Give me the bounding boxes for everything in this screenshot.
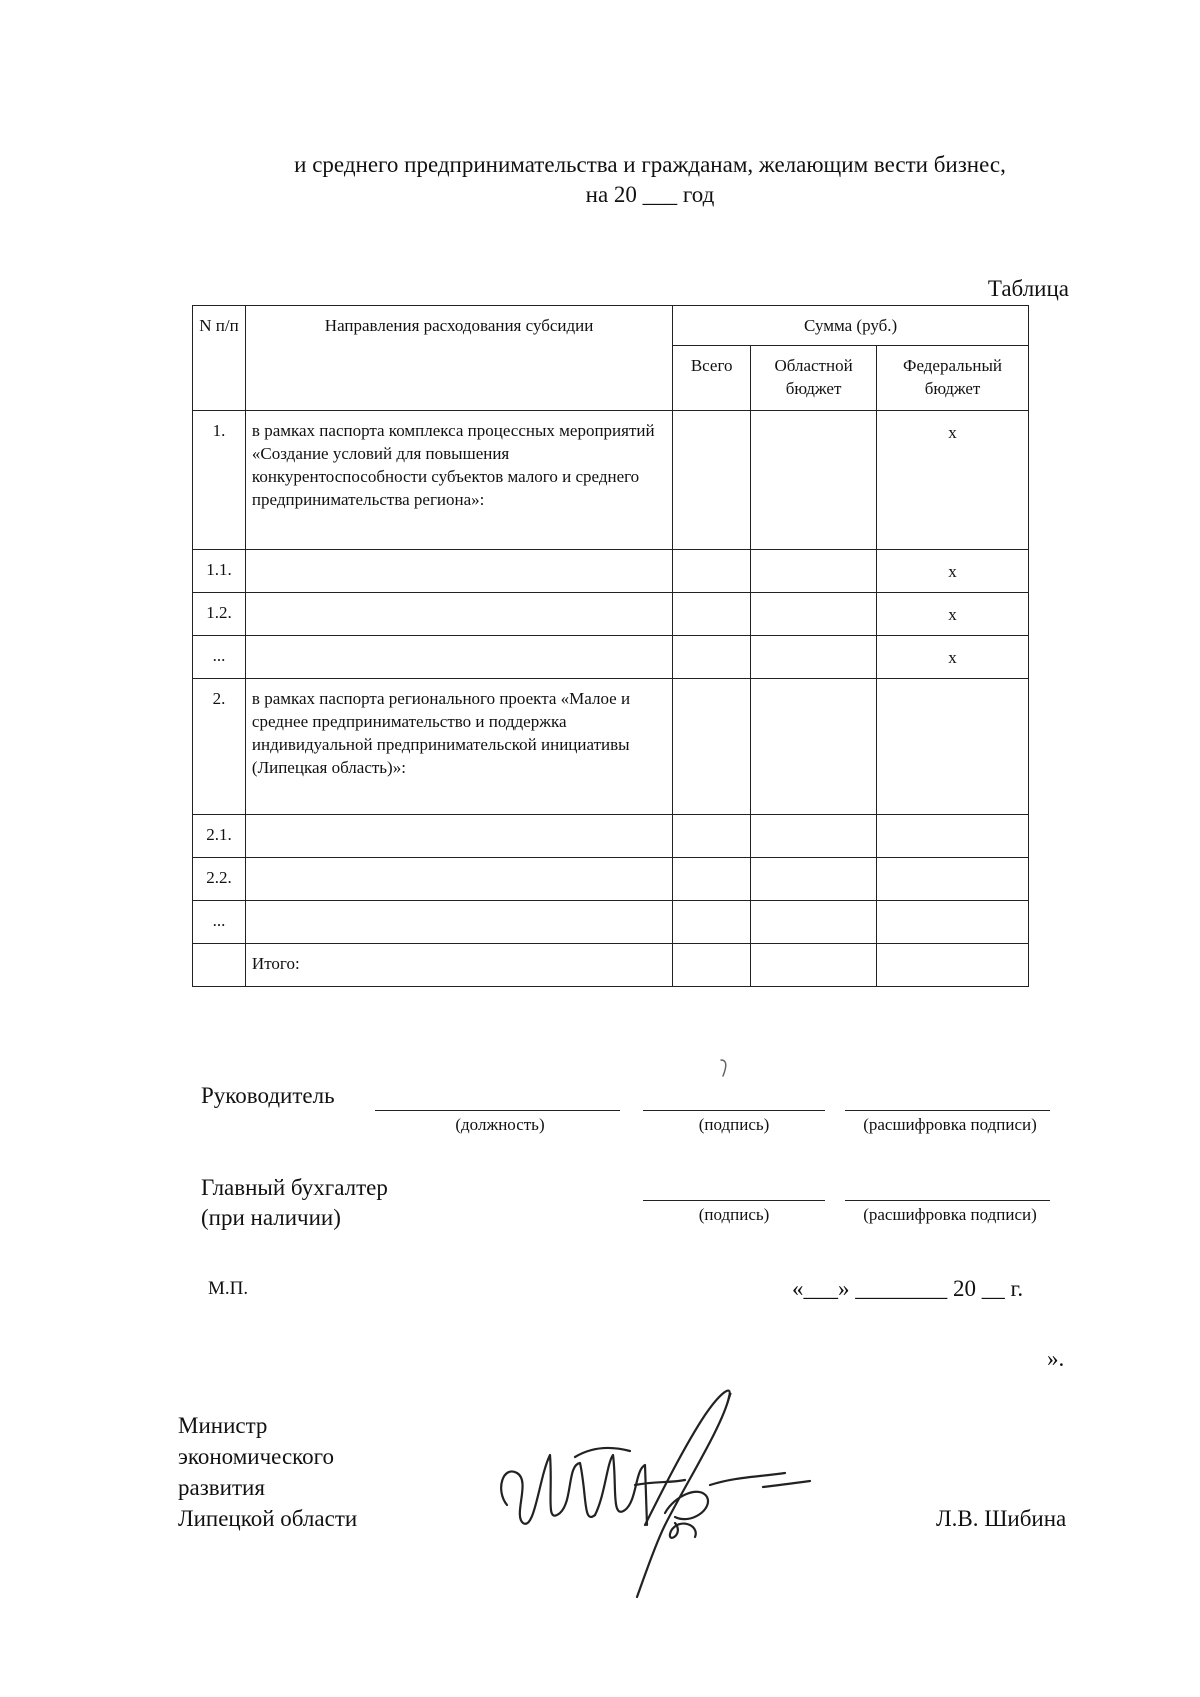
row-total [673,679,751,815]
header-regional-budget: Областной бюджет [751,346,877,411]
document-heading-line-1: и среднего предпринимательства и гражданам, желающим вести бизнес, [294,152,1006,177]
row-federal: х [877,636,1029,679]
row-total [673,550,751,593]
table-row [193,636,1029,679]
table-row [193,815,1029,858]
header-direction: Направления расходования субсидии [245,306,672,411]
accountant-signature-line [643,1200,825,1201]
position-line [375,1110,620,1111]
position-caption: (должность) [455,1115,545,1134]
row-num [193,944,246,987]
closing-quote: ». [1047,1346,1065,1371]
minister-title-line-3: развития [178,1475,265,1500]
row-regional [751,679,877,815]
table-row [193,679,1029,815]
row-regional [751,815,877,858]
row-num: ... [193,901,246,944]
table-row [193,593,1029,636]
row-direction [245,815,672,858]
date-line: «___» ________ 20 __ г. [792,1276,1024,1301]
row-federal: х [877,550,1029,593]
row-total [673,593,751,636]
table-row [193,550,1029,593]
minister-title-line-2: экономического [178,1444,335,1469]
row-total [673,636,751,679]
handwritten-signature [495,1385,825,1620]
stamp-label: М.П. [208,1278,249,1299]
accountant-decode-caption: (расшифровка подписи) [863,1205,1037,1224]
row-num: 1.2. [193,593,246,636]
row-direction [245,593,672,636]
decode-line [845,1110,1050,1111]
header-num: N п/п [193,306,246,411]
signature-line [643,1110,825,1111]
table-label: Таблица [987,276,1069,301]
row-regional [751,944,877,987]
row-regional [751,593,877,636]
row-regional [751,636,877,679]
minister-title [178,1410,357,1534]
row-direction [245,901,672,944]
row-direction: в рамках паспорта регионального проекта «Малое и среднее предпринимательство и поддержка индивидуальной предпринимательской инициативы (Липецкая область)»: [245,679,672,815]
document-heading-line-2: на 20 ___ год [585,182,715,207]
row-direction: Итого: [245,944,672,987]
row-num: 2. [193,679,246,815]
stray-mark [718,1057,732,1079]
accountant-signature-caption: (подпись) [698,1205,770,1224]
table-row-total [193,944,1029,987]
row-federal [877,815,1029,858]
row-federal: х [877,411,1029,550]
table-row [193,411,1029,550]
subsidy-table [192,305,1029,987]
row-federal [877,944,1029,987]
table-row [193,858,1029,901]
row-num: 2.1. [193,815,246,858]
accountant-decode-line [845,1200,1050,1201]
signature-caption: (подпись) [698,1115,770,1134]
minister-title-line-1: Министр [178,1413,268,1438]
row-num: 2.2. [193,858,246,901]
row-regional [751,411,877,550]
minister-name: Л.В. Шибина [936,1506,1067,1531]
header-total: Всего [673,346,751,411]
minister-title-line-4: Липецкой области [178,1506,358,1531]
decode-caption: (расшифровка подписи) [863,1115,1037,1134]
table-row [193,901,1029,944]
row-num: 1. [193,411,246,550]
row-federal: х [877,593,1029,636]
head-label: Руководитель [201,1083,335,1108]
row-total [673,901,751,944]
row-regional [751,858,877,901]
row-num: 1.1. [193,550,246,593]
row-federal [877,679,1029,815]
accountant-label-line-1: Главный бухгалтер [201,1175,388,1200]
row-direction [245,636,672,679]
row-direction [245,550,672,593]
row-num: ... [193,636,246,679]
row-federal [877,901,1029,944]
row-regional [751,550,877,593]
row-total [673,411,751,550]
row-total [673,858,751,901]
header-sum: Сумма (руб.) [673,306,1029,346]
row-direction [245,858,672,901]
row-total [673,944,751,987]
accountant-label-line-2: (при наличии) [201,1205,341,1230]
row-federal [877,858,1029,901]
header-federal-budget: Федеральный бюджет [877,346,1029,411]
row-total [673,815,751,858]
row-direction: в рамках паспорта комплекса процессных мероприятий «Создание условий для повышения конкурентоспособности субъектов малого и среднего предпринимательства региона»: [245,411,672,550]
row-regional [751,901,877,944]
